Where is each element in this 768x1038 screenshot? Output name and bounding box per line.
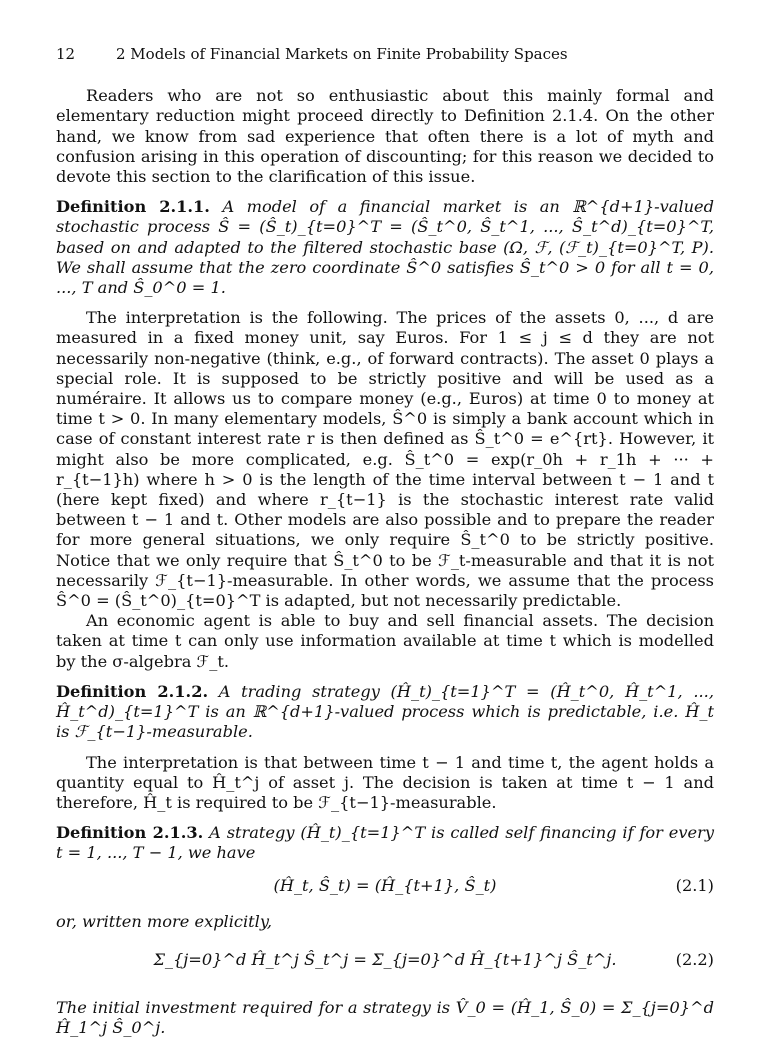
initial-investment-text: The initial investment required for a strategy is V̂_0 = (Ĥ_1, Ŝ_0) = Σ_{j=0}^d Ĥ_1^j Ŝ_0^j. (56, 997, 714, 1037)
definition-2-1-2 (56, 682, 714, 743)
equation-body: (Ĥ_t, Ŝ_t) = (Ĥ_{t+1}, Ŝ_t) (273, 875, 497, 895)
economic-agent-paragraph: An economic agent is able to buy and sell financial assets. The decision taken at time t can only use information available at time t which is modelled by the σ-algebra ℱ_t. (56, 611, 714, 671)
chapter-title: 2 Models of Financial Markets on Finite Probability Spaces (116, 45, 568, 63)
intro-paragraph: Readers who are not so enthusiastic about this mainly formal and elementary reduction might proceed directly to Definition 2.1.4. On the other hand, we know from sad experience that often there is a lot of myth and confusion arising in this operation of discounting; for this reason we decided to devote this section to the clarification of this issue. (56, 86, 714, 187)
or-written-text: or, written more explicitly, (56, 911, 272, 931)
page-number: 12 (56, 45, 76, 63)
book-page (56, 44, 714, 1038)
equation-body: Σ_{j=0}^d Ĥ_t^j Ŝ_t^j = Σ_{j=0}^d Ĥ_{t+1}^j Ŝ_t^j. (153, 949, 617, 969)
definition-2-1-1 (56, 197, 714, 298)
definition-text: A model of a financial market is an ℝ^{d+1}-valued stochastic process Ŝ = (Ŝ_t)_{t=0}^T = (Ŝ_t^0, Ŝ_t^1, ..., Ŝ_t^d)_{t=0}^T, based on and adapted to the filtered stochastic base (Ω, ℱ, (ℱ_t)_{t=0}^T, P). We shall assume that the zero coordinate Ŝ^0 satisfies Ŝ_t^0 > 0 for all t = 0, ..., T and Ŝ_0^0 = 1. (56, 197, 714, 298)
definition-2-1-3 (56, 823, 714, 863)
definition-label: Definition 2.1.2. (56, 681, 209, 701)
definition-label: Definition 2.1.1. (56, 197, 210, 217)
definition-text: A strategy (Ĥ_t)_{t=1}^T is called self financing if for every t = 1, ..., T − 1, we have (56, 823, 714, 863)
definition-label: Definition 2.1.3. (56, 823, 204, 843)
equation-2-1 (56, 868, 714, 908)
running-header (56, 44, 714, 64)
equation-number: (2.1) (675, 875, 714, 895)
equation-2-2 (56, 936, 714, 994)
interpretation-paragraph: The interpretation is the following. The prices of the assets 0, ..., d are measured in a fixed money unit, say Euros. For 1 ≤ j ≤ d they are not necessarily non-negative (think, e.g., of forward contracts). The asset 0 plays a special role. It is supposed to be strictly positive and will be used as a numéraire. It allows us to compare money (e.g., Euros) at time 0 to money at time t > 0. In many elementary models, Ŝ^0 is simply a bank account which in case of constant interest rate r is then defined as Ŝ_t^0 = e^{rt}. However, it might also be more complicated, e.g. Ŝ_t^0 = exp(r_0h + r_1h + ··· + r_{t−1}h) where h > 0 is the length of the time interval between t − 1 and t (here kept fixed) and where r_{t−1} is the stochastic interest rate valid between t − 1 and t. Other models are also possible and to prepare the reader for more general situations, we only require Ŝ_t^0 to be strictly positive. Notice that we only require that Ŝ_t^0 to be ℱ_t-measurable and that it is not necessarily ℱ_{t−1}-measurable. In other words, we assume that the process Ŝ^0 = (Ŝ_t^0)_{t=0}^T is adapted, but not necessarily predictable. (56, 308, 714, 611)
equation-number: (2.2) (675, 949, 714, 969)
definition-text: A trading strategy (Ĥ_t)_{t=1}^T = (Ĥ_t^0, Ĥ_t^1, ..., Ĥ_t^d)_{t=1}^T is an ℝ^{d+1}-valued process which is predictable, i.e. Ĥ_t is ℱ_{t−1}-measurable. (56, 681, 714, 742)
holding-paragraph: The interpretation is that between time t − 1 and time t, the agent holds a quantity equal to Ĥ_t^j of asset j. The decision is taken at time t − 1 and therefore, Ĥ_t is required to be ℱ_{t−1}-measurable. (56, 752, 714, 812)
